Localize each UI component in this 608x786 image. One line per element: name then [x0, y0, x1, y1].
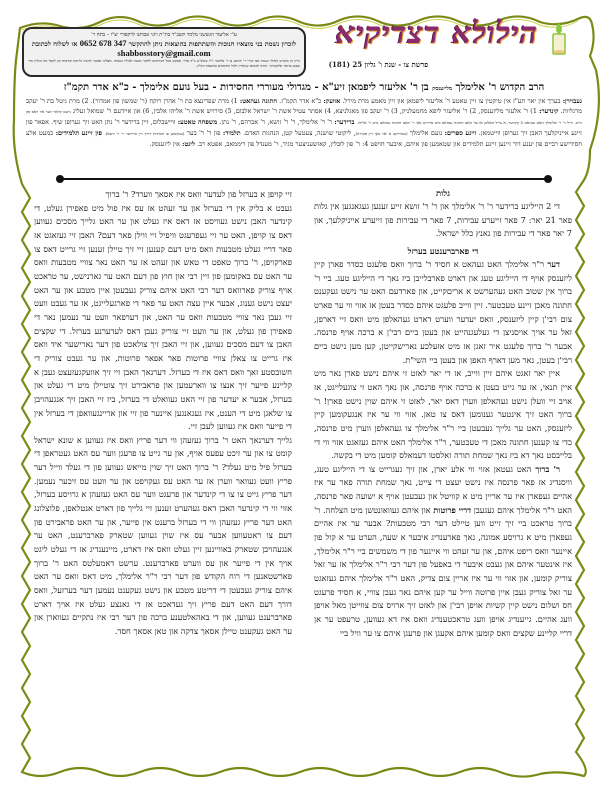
bio-death-label: אוועק:	[323, 97, 341, 105]
candle-icon	[550, 22, 568, 56]
bio-family-label: משפחה טאטע:	[177, 118, 218, 126]
biography-block	[26, 96, 582, 170]
bio-brothers-text: ר' ר' אלימלך, ר' ר' זושא, ר' אברהם, ר' נתן.	[219, 118, 333, 126]
bio-death-text: כ"א אדר תקמ"ז.	[279, 97, 322, 105]
headline-small: מליזענסק	[432, 86, 453, 92]
paragraph-continued-title: זיי קויפן א בערזל פון לעדער וואס איז אסאך ווערד? ר' ברוך	[105, 189, 292, 199]
issue-line: פרשת צו - שנת ו' גליון 25 (181)	[328, 60, 428, 69]
headline-main: הרב הקדוש ר' אלימלך	[455, 82, 545, 93]
bio-wives-label: חתונה געהאט:	[239, 97, 278, 105]
bio-students-label: פון זיינע תלמידים:	[55, 129, 102, 137]
divider-dot-right	[544, 175, 552, 183]
bio-family-text: וויישבלום, זיין ברידער ר' נתן האט זיך גערופן שיף. אפאר פון זיינע אייניקלעך האבן זיך גערופן ווייטמאן.	[26, 118, 582, 137]
bio-teacher-text: פון ר' ר' בער	[186, 129, 221, 137]
bio-teacher-label: תלמיד:	[222, 129, 241, 137]
masthead-title: הילולא דצדיקיא	[335, 16, 538, 51]
contact-line-1: ע"י אליעזר הגששני מלמד תשב"ר בת"ת ויזני אבותנו לרקפורי יצ"ו – בתח ר'	[91, 32, 237, 38]
story-3-lead: ר' ברוך	[535, 463, 561, 474]
story-3-bold: דריי פרוטות	[433, 504, 472, 515]
bio-teacher-note: (געקומען צו חסידות דורך זיין ברידער ר' ר' זושא).	[104, 131, 185, 136]
bio-brothers-label: ברידער:	[334, 118, 355, 126]
bio-wives-text: 1) מרת שפרינצא בת ר' אהרן רוקח (ר' שמשון פון אמדור). 2) מרת גיטל בת ר' יעקב מרגליות.	[26, 97, 582, 115]
bio-books-text: נועם אלימלך	[410, 129, 443, 137]
divider-dot-left	[56, 175, 64, 183]
contact-line-2	[24, 39, 304, 59]
bio-birth-text: בערך אין יאר תע"ז אין טיקטין צו זיין טאטע ר' אליעזר ליפמאן און זיין מאמע מרת מירל.	[342, 97, 561, 105]
story-1-lead: דער	[547, 258, 560, 269]
story-3-end: און איהם געוואונטשן מיט הצלחה. ר' ברוך טראכט ביי זיך זייט ווען טיילט דער רבי מטבעות? אבער ער איז אהיים געפארן מיט א גרויסע אמונה, נאך פארענדיג איבער א שעה, הערט ער א קול פון איינער וואס ריפט איהם, און ער זעהט ווי איינער פון די משמשים ביי ר"ר אלימלך, איז אינטער איהם און געבט איבער די באפעל פון דער רבי ר"ר אלימלך אז ער זאל צוריק קומען, און אזוי ווי ער איז אריין צום צדיק, האט ר"ר אלימלך איהם געזאגט ער זאל צוריק געבן איין פרוטה ווייל ער קען איהם נאר געבן צוויי, א חסיד פרעגט חס ושלום נישט קיין קשיות אויפן רבי'ן און לאזט זיך ארויס צום צווייטן מאל אויפן וועג אהיים. גייענדיג אויפן וועג טראכטענדיג וואס איז דא געווען, טרעפט ער אן דריי קליינע שקצים וואס קומען איהם אקעגן און פרעגן איהם צו ער וויל ביי	[314, 504, 572, 638]
headline-rest: בן ר' אליעזר ליפמאן זיע"א - מגדולי מעוררי החסידות - בעל נועם אלימלך - כ"א אדר תקמ"ז	[63, 82, 429, 93]
contact-email-link[interactable]: shabbosstory@gmail.com	[117, 48, 211, 58]
article-column-left	[34, 188, 292, 776]
bio-buried-text: אין ליזענסק.	[149, 140, 180, 148]
contact-phone[interactable]: 347 678 0652	[79, 38, 127, 48]
article-column-right	[314, 186, 572, 774]
bio-books-note: (געדרוקט א יאר נאך זיין פטירה)	[355, 131, 408, 136]
story-3-text: האט געטאן אזוי ווי אלע יארן, און זיך געגרייט צו די הייליגע טעג, וויסנדיג אז פאר פרנסה איז נישט יעצט די צייט, נאך שמחת תורה פאר ער איז אהיים געפארן איז ער אריין מיט א קוויטל און געבעטן אויף א ישועה פאר פרנסה, האט ר"ר אלימלך איהם געגעבן	[314, 463, 572, 515]
paragraph-galus: די 2 הייליגע ברידער ר' ר' אלימלך און ר' ר' זושא זייע זענען געגאנגען אין גלות פאר 21 יאר: 7 פאר זייערע עבירות, 7 פאר די עבירות פון זייערע אייניקלעך, און 7 יאר פאר די עבירות פון גאנץ כלל ישראל.	[314, 201, 572, 239]
bio-birth-label: געבוירן:	[562, 97, 582, 105]
masthead-logo	[302, 14, 572, 58]
story-1-text: ר"ר אלימלך האט געהאט א חסיד ר' ברוך וואס פלעגט כסדר פארן קיין ליזענסק אויף די הייליגע טעג און דארט פארבלייבן ביז נאך די הייליגע טעג. ביי ר' ברוך אין שטוב האט געהערשט א אריםקייט, און פארדעם האט ער נישט געקענט חתונה מאכן זיינע טעכטער. זיין ווייב פלעגט איהם כסדר בעטן אז אזוי ווי ער פארט צום רבי'ן קיין ליזענסק, וואס יעדער ווערט דארט געהאלפן מיט וואס זיי דארפן, זאל ער אויך אויסניצן די געלעגנהייט און בעטן ביים רבי'ן א ברכה אויף פרנסה. אבער ר' ברוך פלעגט איר זאגן אז מיט אזעלכע נארישקייטן, קען מען נישט ביים רבי'ן בעטן, נאר מען דארף האפן און בעטן ביי השי"ת.	[314, 258, 572, 365]
paragraph-story-4: געבט א בליק אין די בערזל און ער זעהט אז עס איז פול מיט פאפירן געלט, די קינדער האבן נישט געוויסט אז דאס איז געלט און ער האט גלייך מסכים געווען דאס צו קויפן, האט ער זיי געפרעגט וויפיל זיי ווילן פאר דעם? האבן זיי געזאגט אז פאר דריי געלט מטבעות וואס מיט דעם קענען זיי זיך טיילן זענען זיי גרייט דאס צו פארקויפן, ר' ברוך טאפט די טאש און זעהט אז ער האט נאר צוויי מטבעות וואס ער האט עס באקומען פון זיין רבי און חוץ פון דעם האט ער גארנישט, ער טראכט אויף צוריק פארוואס דער רבי האט איהם צוריק געבעטן איין מטבע און ער האט יעצט נישט גענוג, אבער איין עצה האט ער פאר די פארגעלייגט, אז ער געבט וועט זיי געבן נאר צוויי מטבעות וואס ער האט, און דערפאר וועט ער נעמען נאר די פאפירן פון געלט, און ער וועט זיי צוריק געבן דאס לעדערנע בערזל. די שקצים האבן צו דעם מסכים געווען, און זיי האבן זיך צולאכט פון דער נארישער איד וואס איז גרייט צו צאלן צוויי פרוטות פאר אפאר פרוטות, און ער געבט צוריק די חשובסטע זאך וואס דאס איז די בערזל. דערנאך האבן זיי זיך אוועקגעזעצט געבן א קליינע פייער זיך אנצו צו ווארעמען און פראבירט זיך צוטיילן מיט די געלט און בערזל, אבער א יעדער פון זיי האט געוואלט די בערזל, ביז זיי האבן זיך אנגעהויבן צו שלאגן מיט די הענט, איז געגאנגען איינער פון זיי און אריינגעוואפן די בערזל אין די פייער וואס איז געווען לעבן זיי.	[34, 202, 292, 432]
bio-children-text: 1) ר' אלעזר מליזענסק, 2) ר' אליעזר ליפא מחמעלניק, 3) ר' יעקב פון מאגלניצא, 4) אסתר עטיל אשת ר' ישראל אלבום, 5) סירויש אשת ר' אליהו אלבין, 6) און איידעם ר' שמואל זעליג	[72, 107, 537, 115]
paragraph-story-3	[314, 463, 572, 641]
bio-children-label: קינדער:	[539, 107, 559, 115]
paragraph-story-2: איין יאר זאגט איהם זיין ווייב, אז די יאר לאזט זי איהם נישט פארן נאר מיט איין תנאי, אז ער גייט בעטן א ברכה אויף פרנסה, און נאך האט זי צוגעלייגט, אז אויב זיי וועלן נישט געהאלפן ווערן דאס יאר, לאזט זי איהם שוין נישט פארן! ר' ברוך האט זיך אינטער גענומען דאס צו טאן. אזוי ווי ער איז אנגעקומען קיין ליזענסק, האט ער גלייך געבעטן ביי ר"ר אלימלך צו געהאלפן ווערן מיט פרנסה, כדי צו קענען חתונה מאכן די טעכטער, ר"ר אלימלך האט איהם געזאגט אזוי ווי די בלייבסט נאך דא ביז נאך שמחת תורה זאלסטו דעמאלס קומען מיט די בקשה.	[314, 368, 572, 461]
paragraph-story-5: גלייך דערנאך האט ר' ברוך געזעהן ווי דער פריץ וואס איז געווען א שונא ישראל קומט צו און ער זיכט עפעס אויף, און ער גייט צו פרעגן ווער עס האט געטראפן די בערזל פיל מיט געלד? ר' ברוך האט זיך שוין מייאש געווען פון די געלד ווייל דער פריץ וועט געוואר ווערן אז ער האט עס געקויפט און ער וועט עס זיכער נעמען. דער פריץ גייט צו צו די קינדער און פרעגט ווער עס האט געזעהן א גרויסע בערזל, אזוי ווי די קינדער האבן דאס געהערט זענען זיי גלייך פון דארט אנטלאפן, פלוצלונג האט דער פריץ געזעהן ווי די בערזל ברענט אין פייער, און ער האט פראבירט פון דעם צו ראטעווען אבער עס איז שוין געווען שטארק פארברענט, האט ער אנגעהויבן שטארק באוויינען זיין געלט וואס איז דארט, מיינענדיג אז די געלט ליגט אויך אין די פייער און עס ווערט פארברענט. ערשט דאמעלטס האט ר' ברוך פארשטאנען די רוח הקודש פון דער רבי ר"ר אלימלך, מיט דאס וואס ער האט איהם צוריק געבעטן די דריטע מטבע און נישט געקענט נעמען דער בערזעל, וואס דורך דעם האט דעם פריץ זיך געדאכט אז די גאנצע געלט איז אויך דארט פארברענט געווען, און די באהאלטענע ברכה פון דער רבי איז נתקיים געווארן און ער האט געקענט טיילן אסאך צדקה און טאן אסאך חסד.	[34, 434, 292, 636]
paragraph-story-1	[314, 258, 572, 367]
contact-fine-print: גליון זה מוקדש לעילוי נשמת אבי מורי ר' יהושע בן ר' אליעזר ז"ל שנלב"ע כ"ה אדר. אבקש מכל הקוראים ללמוד משנה לעילוי נשמתו. אצלינו אפשר להשיג גליונות קודמות וכן לקבל את הגליון מדי שבוע בדואר אלקטרוני. תודה למנחם שווארץ ולכל התומכים בהוצאת הגליון.	[28, 59, 300, 68]
bio-children-note: נישט קלאר ווער איז דאס פון ווייב, ווייל ר' ר' אלימלך האט געהאט 5 קינדער, א טייל האלטן אז ער האט חתונה געהאט מיט סירויש נאך ר' האט חתונה געהאט מיט ר' אליהו.	[26, 109, 582, 125]
bio-students-text: כמעט אלע חסידישע רביים פון יענע דור זיינען זיינע תלמידים און שטאמען פון איהם, איבער חויפט 4: ר' פון לובלין, קאזשעניצער מגיד, ר' מענדל פון ריממאב, אפטא רב.	[26, 129, 582, 148]
contact-mid: או לשלוח לכתובת	[31, 40, 78, 48]
bio-books-label: זיינע ספרים:	[444, 129, 477, 137]
headline	[22, 82, 586, 93]
contact-prefix: לזכרון נשמת בני מוצאיו חנוכות והשתתפות בהוצאות ניתן להתקשר	[128, 40, 297, 48]
section-title-galus: גלות	[436, 188, 450, 198]
bio-buried-label: ליגט:	[181, 140, 195, 148]
bio-books-text-2: , ליקוטי שושנה, צעטעל קטן, הנהגות האדם.	[243, 129, 356, 137]
contact-box	[22, 27, 306, 77]
section-divider	[60, 178, 548, 180]
section-title-burnt-purse: די פארברענטע בערזל	[407, 245, 479, 256]
